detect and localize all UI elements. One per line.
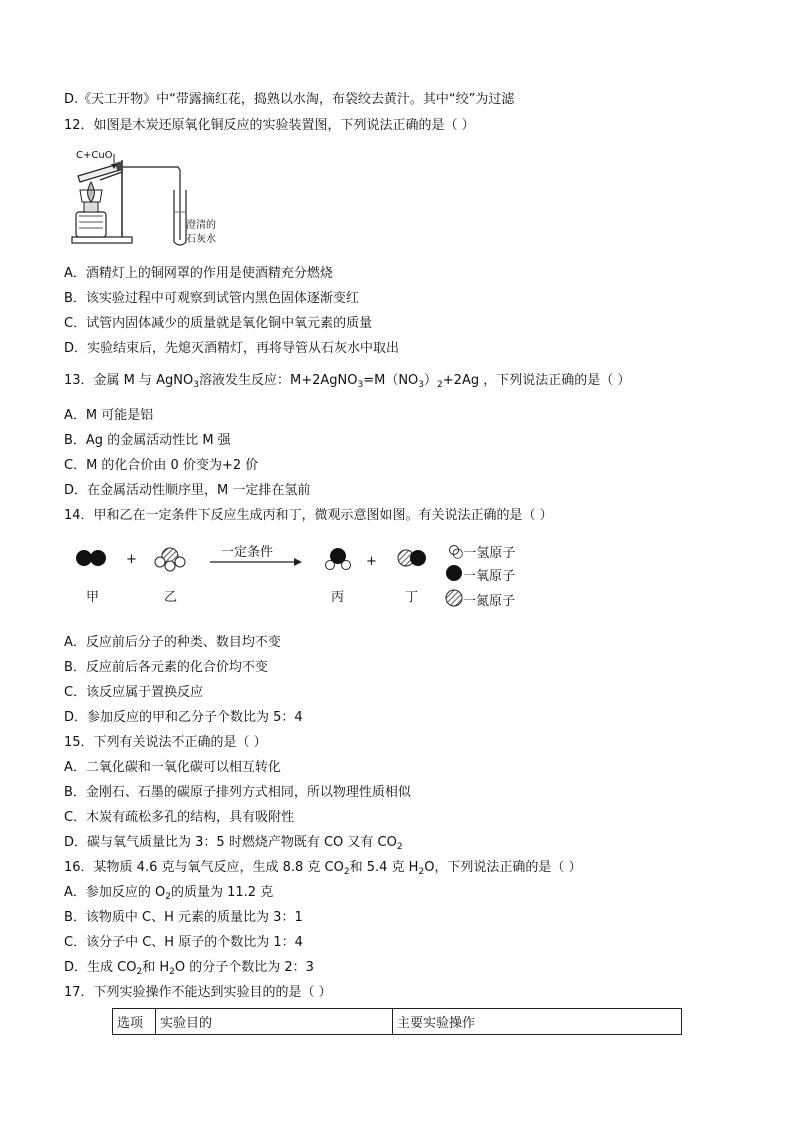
tube-label-1: 澄清的: [186, 220, 216, 231]
q12-option-d: D．实验结束后，先熄灭酒精灯，再将导管从石灰水中取出: [64, 341, 400, 356]
plus-sign-1: +: [126, 552, 137, 567]
q14-reaction-diagram: [70, 538, 540, 613]
q16-option-a: A．参加反应的 $O_2$的质量为 11.2 克: [64, 885, 274, 902]
label-bing: 丙: [331, 590, 345, 605]
q15-option-a: A．二氧化碳和一氧化碳可以相互转化: [64, 760, 281, 775]
q14-stem: 14．甲和乙在一定条件下反应生成丙和丁，微观示意图如图。有关说法正确的是（ ）: [64, 508, 553, 523]
q17-stem: 17．下列实验操作不能达到实验目的的是（ ）: [64, 985, 332, 1000]
q12-option-a: A．酒精灯上的铜网罩的作用是使酒精充分燃烧: [64, 266, 333, 281]
q12-option-b: B．该实验过程中可观察到试管内黑色固体逐渐变红: [64, 291, 359, 306]
legend-nitrogen: 一氮原子: [463, 594, 516, 609]
q12-apparatus-figure: [70, 150, 230, 250]
q14-option-b: B．反应前后各元素的化合价均不变: [64, 660, 268, 675]
q15-stem: 15．下列有关说法不正确的是（ ）: [64, 735, 267, 750]
header-option: 选项: [113, 1009, 156, 1035]
q14-option-d: D．参加反应的甲和乙分子个数比为 5：4: [64, 710, 303, 725]
table-header-row: [113, 1009, 682, 1035]
q11-option-d: D.《天工开物》中“带露摘红花，捣熟以水淘，布袋绞去黄汁。其中“绞”为过滤: [64, 92, 515, 107]
legend-oxygen: 一氧原子: [463, 569, 516, 584]
header-operation: 主要实验操作: [393, 1009, 682, 1035]
tube-label-2: 石灰水: [186, 234, 216, 245]
reagent-label: C+CuO: [76, 150, 113, 161]
q16-option-b: B．该物质中 C、H 元素的质量比为 3：1: [64, 910, 303, 925]
q15-option-c: C．木炭有疏松多孔的结构，具有吸附性: [64, 810, 295, 825]
q15-option-d: D．碳与氧气质量比为 3：5 时燃烧产物既有 CO 又有 $CO_2$: [64, 835, 403, 852]
plus-sign-2: +: [366, 554, 377, 569]
label-jia: 甲: [86, 590, 100, 605]
q16-option-d: D．生成 $CO_2$和 $H_2O$ 的分子个数比为 2：3: [64, 960, 314, 977]
q16-option-c: C．该分子中 C、H 原子的个数比为 1：4: [64, 935, 303, 950]
legend-hydrogen: ○一氢原子: [452, 546, 516, 561]
q12-stem: 12．如图是木炭还原氧化铜反应的实验装置图，下列说法正确的是（ ）: [64, 118, 475, 133]
q13-option-c: C．M 的化合价由 0 价变为+2 价: [64, 458, 259, 473]
q15-option-b: B．金刚石、石墨的碳原子排列方式相同，所以物理性质相似: [64, 785, 411, 800]
q13-option-d: D．在金属活动性顺序里，M 一定排在氢前: [64, 483, 311, 498]
q17-table: [112, 1008, 682, 1035]
q14-option-c: C．该反应属于置换反应: [64, 685, 204, 700]
q14-option-a: A．反应前后分子的种类、数目均不变: [64, 635, 281, 650]
header-purpose: 实验目的: [156, 1009, 393, 1035]
label-ding: 丁: [405, 590, 419, 605]
condition-label: 一定条件: [221, 545, 274, 560]
q16-stem: 16．某物质 4.6 克与氧气反应，生成 8.8 克 $CO_2$和 5.4 克 $H_2O$，下列说法正确的是（ ）: [64, 860, 582, 877]
q13-stem: 13．金属 M 与 AgNO$_3$溶液发生反应：$M+2AgNO_3=M(NO_3)_2+2Ag$ ，下列说法正确的是（ ）: [64, 373, 631, 390]
q13-option-a: A．M 可能是铝: [64, 408, 154, 423]
q12-option-c: C．试管内固体减少的质量就是氧化铜中氧元素的质量: [64, 316, 373, 331]
q13-option-b: B．Ag 的金属活动性比 M 强: [64, 433, 231, 448]
label-yi: 乙: [164, 590, 178, 605]
